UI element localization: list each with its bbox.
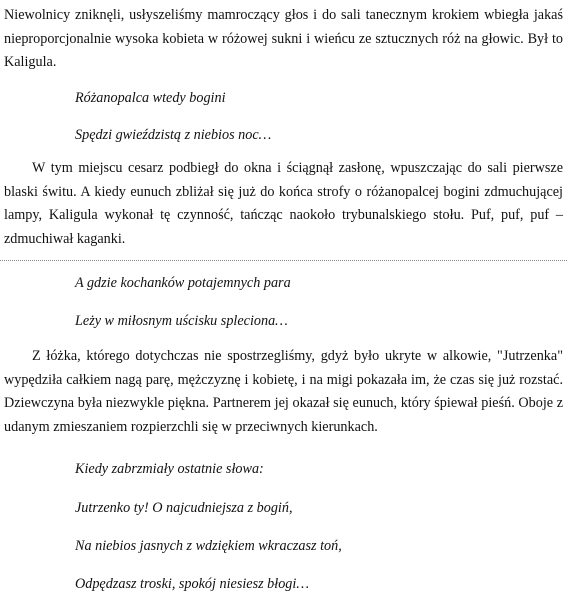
paragraph-1: Niewolnicy zniknęli, usłyszeliśmy mamroczący głos i do sali tanecznym krokiem wbiegła jakaś nieproporcjonalnie wysoka kobieta w różowej sukni i wieńcu ze sztucznych róż na głowic. Był to Kaligula. [4, 7, 563, 70]
verse-line-3: A gdzie kochanków potajemnych para [75, 275, 291, 291]
verse-line-4: Leży w miłosnym uścisku spleciona… [75, 313, 288, 329]
verse-line-7: Na niebios jasnych z wdziękiem wkraczasz toń, [75, 538, 342, 554]
verse-line-5: Kiedy zabrzmiały ostatnie słowa: [75, 461, 264, 477]
verse-line-2: Spędzi gwieździstą z niebios noc… [75, 127, 272, 143]
paragraph-3: Z łóżka, którego dotychczas nie spostrzegliśmy, gdyż było ukryte w alkowie, "Jutrzenka" wypędziła całkiem nagą parę, mężczyznę i kobietę, i na migi pokazała im, że czas się już rozstać. Dziewczyna była niezwykle piękna. Partnerem jej okazał się eunuch, który śpiewał pieśń. Oboje z udanym zmieszaniem rozpierzchli się w przeciwnych kierunkach. [4, 348, 563, 435]
page-break-divider [0, 260, 567, 261]
verse-line-6: Jutrzenko ty! O najcudniejsza z bogiń, [75, 500, 293, 516]
verse-line-1: Różanopalca wtedy bogini [75, 90, 226, 106]
verse-line-8: Odpędzasz troski, spokój niesiesz błogi… [75, 576, 309, 592]
paragraph-2: W tym miejscu cesarz podbiegł do okna i ściągnął zasłonę, wpuszczając do sali pierwsze blaski świtu. A kiedy eunuch zbliżał się już do końca strofy o różanopalcej bogini zdmuchującej lampy, Kaligula wykonał tę czynność, tańcząc naokoło trybunalskiego stołu. Puf, puf, puf – zdmuchiwał kaganki. [4, 160, 563, 247]
